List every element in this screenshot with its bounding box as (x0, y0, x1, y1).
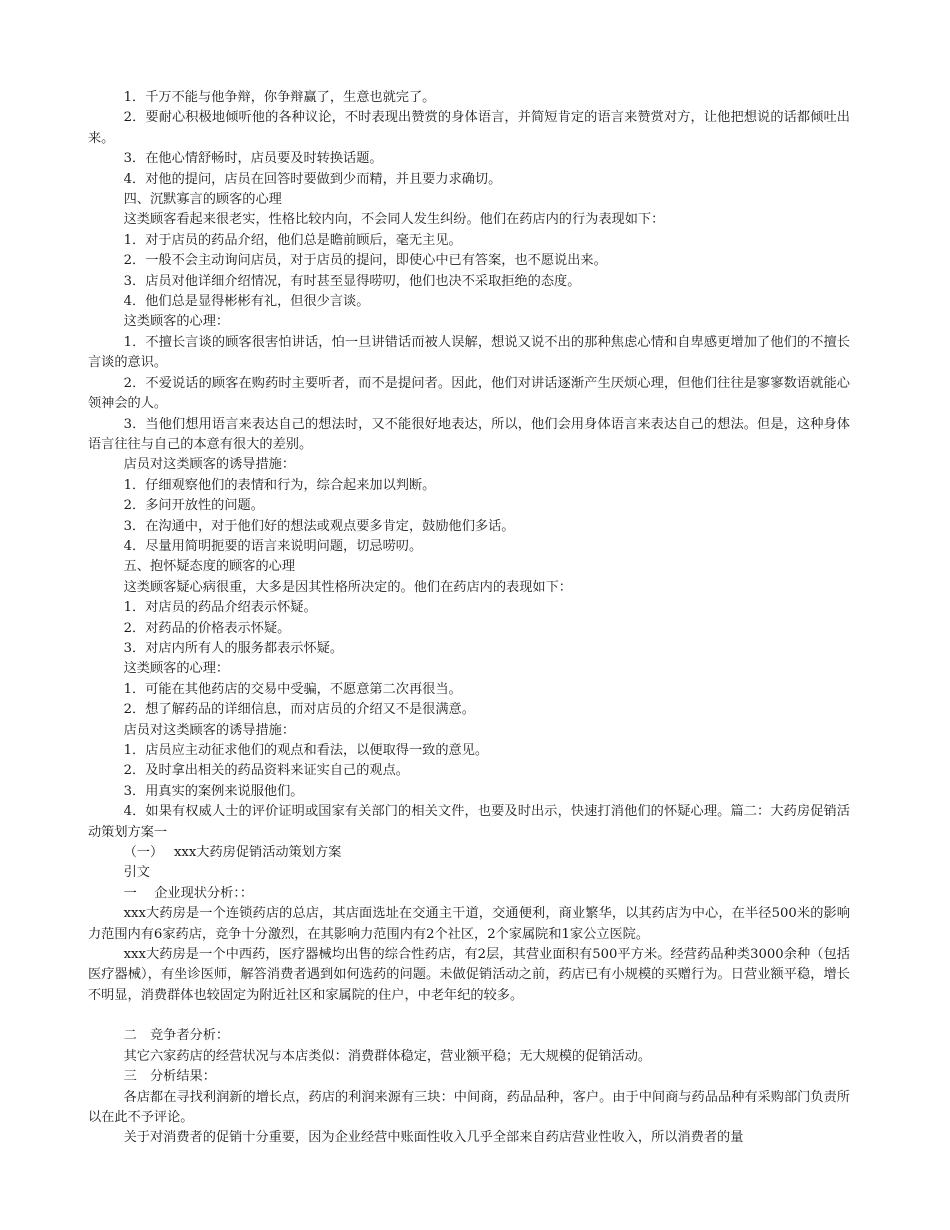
paragraph: 4．如果有权威人士的评价证明或国家有关部门的相关文件，也要及时出示，快速打消他们的怀疑心理。篇二：大药房促销活动策划方案一 (88, 804, 850, 840)
paragraph-gap (88, 1006, 850, 1026)
paragraph: 2．想了解药品的详细信息，而对店员的介绍又不是很满意。 (123, 702, 475, 718)
paragraph: 1．对于店员的药品介绍，他们总是瞻前顾后，毫无主见。 (123, 232, 462, 248)
paragraph: 4．尽量用简明扼要的语言来说明问题，切忌唠叨。 (123, 538, 423, 554)
paragraph: 店员对这类顾客的诱导措施： (123, 722, 296, 738)
paragraph: 1．店员应主动征求他们的观点和看法，以便取得一致的意见。 (123, 743, 489, 758)
section-heading: 三 分析结果： (123, 1069, 216, 1085)
paragraph: 2．不爱说话的顾客在购药时主要听者，而不是提问者。因此，他们对讲话逐渐产生厌烦心理，但他们往往是寥寥数语就能心领神会的人。 (88, 375, 850, 412)
paragraph: 4．他们总是显得彬彬有礼，但很少言谈。 (123, 294, 370, 310)
section-heading: 二 竞争者分析： (123, 1028, 230, 1044)
paragraph: 这类顾客看起来很老实，性格比较内向，不会同人发生纠纷。他们在药店内的行为表现如下： (123, 212, 665, 228)
document-page (88, 88, 850, 1149)
paragraph: 这类顾客的心理： (123, 661, 230, 677)
paragraph: xxx大药房是一个中西药，医疗器械均出售的综合性药店，有2层，其营业面积有500平方米。经营药品种类3000余种（包括医疗器械），有坐诊医师，解答消费者遇到如何选药的问题。未做促销活动之前，药店已有小规模的买赠行为。日营业额平稳，增长不明显，消费群体也较固定为附近社区和家属院的住户，中老年纪的较多。 (88, 947, 850, 1003)
paragraph: 2．要耐心积极地倾听他的各种议论，不时表现出赞赏的身体语言，并简短肯定的语言来赞赏对方，让他把想说的话都倾吐出来。 (88, 110, 850, 146)
paragraph: 1．千万不能与他争辩，你争辩赢了，生意也就完了。 (123, 90, 436, 105)
paragraph: 3．店员对他详细介绍情况，有时甚至显得唠叨，他们也决不采取拒绝的态度。 (123, 273, 581, 289)
paragraph: xxx大药房是一个连锁药店的总店，其店面选址在交通主干道，交通便利，商业繁华，以其药店为中心，在半径500米的影响力范围内有6家药店，竞争十分激烈，在其影响力范围内有2个社区，2个家属院和1家公立医院。 (88, 906, 850, 942)
paragraph: 店员对这类顾客的诱导措施： (123, 457, 296, 473)
section-heading: 五、抱怀疑态度的顾客的心理 (123, 559, 296, 575)
paragraph: 1．对店员的药品介绍表示怀疑。 (123, 600, 317, 616)
section-heading: 四、沉默寡言的顾客的心理 (123, 192, 282, 208)
paragraph: 2．多问开放性的问题。 (123, 498, 264, 514)
paragraph: 3．用真实的案例来说服他们。 (123, 783, 304, 799)
paragraph: 2．一般不会主动询问店员，对于店员的提问，即使心中已有答案，也不愿说出来。 (123, 253, 607, 269)
section-heading: 引文 (123, 865, 150, 881)
paragraph: 1．不擅长言谈的顾客很害怕讲话，怕一旦讲错话而被人误解，想说又说不出的那种焦虑心情和自卑感更增加了他们的不擅长言谈的意识。 (88, 334, 850, 371)
paragraph: 关于对消费者的促销十分重要，因为企业经营中账面性收入几乎全部来自药店营业性收入，所以消费者的量 (123, 1130, 744, 1146)
paragraph: 1．仔细观察他们的表情和行为，综合起来加以判断。 (123, 477, 436, 493)
paragraph: 各店都在寻找利润新的增长点，药店的利润来源有三块：中间商，药品品种，客户。由于中间商与药品品种有采购部门负责所以在此不予评论。 (88, 1089, 850, 1125)
paragraph: 2．对药品的价格表示怀疑。 (123, 620, 291, 636)
paragraph: 3．在他心情舒畅时，店员要及时转换话题。 (123, 151, 383, 167)
paragraph: 3．在沟通中，对于他们好的想法或观点要多肯定，鼓励他们多话。 (123, 518, 515, 534)
paragraph: 3．对店内所有人的服务都表示怀疑。 (123, 640, 344, 656)
paragraph: 3．当他们想用语言来表达自己的想法时，又不能很好地表达，所以，他们会用身体语言来表达自己的想法。但是，这种身体语言往往与自己的本意有很大的差别。 (88, 416, 850, 452)
section-heading: （一） xxx大药房促销活动策划方案 (123, 845, 342, 861)
section-heading: 一 企业现状分析：： (123, 885, 254, 901)
paragraph: 这类顾客的心理： (123, 314, 230, 330)
paragraph: 4．对他的提问，店员在回答时要做到少而精，并且要力求确切。 (123, 171, 502, 187)
paragraph: 这类顾客疑心病很重，大多是因其性格所决定的。他们在药店内的表现如下： (123, 579, 572, 595)
paragraph: 1．可能在其他药店的交易中受骗，不愿意第二次再很当。 (123, 681, 462, 697)
paragraph: 2．及时拿出相关的药品资料来证实自己的观点。 (123, 763, 409, 779)
paragraph: 其它六家药店的经营状况与本店类似：消费群体稳定，营业额平稳；无大规模的促销活动。 (123, 1048, 652, 1064)
